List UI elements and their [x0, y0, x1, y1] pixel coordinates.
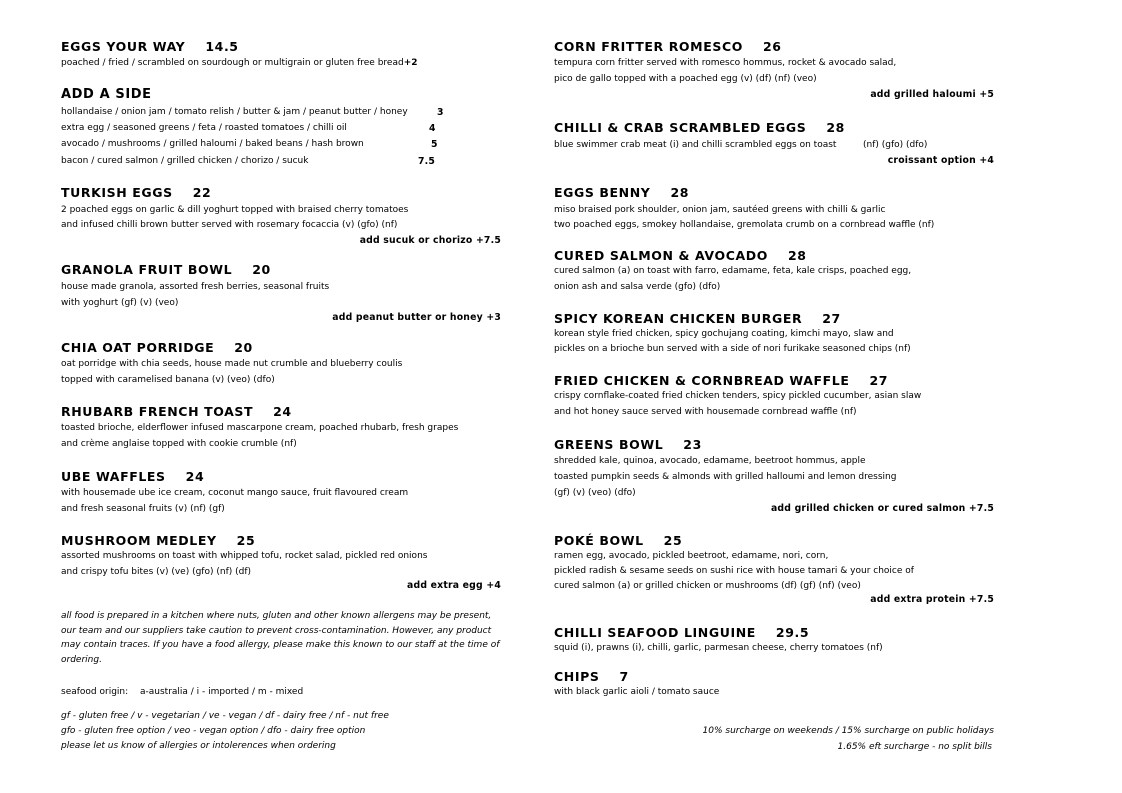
item-desc-line: tempura corn fritter served with romesco hommus, rocket & avocado salad,	[554, 58, 897, 68]
item-desc-line: 2 poached eggs on garlic & dill yoghurt topped with braised cherry tomatoes	[61, 205, 409, 215]
allergen-note-line: our team and our suppliers take caution to prevent cross-contamination. However, any product	[61, 626, 492, 636]
dietary-legend-line: gf - gluten free / v - vegetarian / ve - vegan / df - dairy free / nf - nut free	[61, 711, 389, 721]
item-desc: poached / fried / scrambled on sourdough or multigrain or gluten free bread+2	[61, 58, 418, 68]
item-desc-line: miso braised pork shoulder, onion jam, sautéed greens with chilli & garlic	[554, 205, 886, 215]
item-desc-line: squid (i), prawns (i), chilli, garlic, parmesan cheese, cherry tomatoes (nf)	[554, 643, 883, 653]
item-desc-line: two poached eggs, smokey hollandaise, gremolata crumb on a cornbread waffle (nf)	[554, 220, 935, 230]
item-desc-line: korean style fried chicken, spicy gochujang coating, kimchi mayo, slaw and	[554, 329, 894, 339]
item-desc-line: shredded kale, quinoa, avocado, edamame, beetroot hommus, apple	[554, 456, 866, 466]
item-title-rhubarb: RHUBARB FRENCH TOAST 24	[61, 404, 292, 419]
item-desc-line: assorted mushrooms on toast with whipped tofu, rocket salad, pickled red onions	[61, 551, 428, 561]
side-row-text: extra egg / seasoned greens / feta / roasted tomatoes / chilli oil	[61, 123, 347, 133]
surcharge-note: 1.65% eft surcharge - no split bills	[837, 742, 992, 752]
item-title-chilli-crab: CHILLI & CRAB SCRAMBLED EGGS 28	[554, 120, 845, 135]
item-title-ube: UBE WAFFLES 24	[61, 469, 205, 484]
item-desc-line: with housemade ube ice cream, coconut mango sauce, fruit flavoured cream	[61, 488, 409, 498]
allergen-note-line: ordering.	[61, 655, 102, 665]
item-desc-line: and hot honey sauce served with housemade cornbread waffle (nf)	[554, 407, 857, 417]
item-title-cured-salmon: CURED SALMON & AVOCADO 28	[554, 248, 807, 263]
item-title-greens-bowl: GREENS BOWL 23	[554, 437, 702, 452]
item-desc-line: cured salmon (a) or grilled chicken or mushrooms (df) (gf) (nf) (veo)	[554, 581, 861, 591]
item-addon: add grilled haloumi +5	[870, 89, 994, 100]
item-tags: (nf) (gfo) (dfo)	[863, 140, 928, 150]
item-desc-line: (gf) (v) (veo) (dfo)	[554, 488, 636, 498]
item-title-linguine: CHILLI SEAFOOD LINGUINE 29.5	[554, 625, 810, 640]
side-row-text: bacon / cured salmon / grilled chicken / chorizo / sucuk	[61, 156, 309, 166]
item-title-turkish-eggs: TURKISH EGGS 22	[61, 185, 212, 200]
dietary-legend-line: please let us know of allergies or intolerences when ordering	[61, 741, 336, 751]
item-desc-line: toasted pumpkin seeds & almonds with grilled halloumi and lemon dressing	[554, 472, 897, 482]
item-addon: croissant option +4	[887, 155, 994, 166]
allergen-note-line: all food is prepared in a kitchen where nuts, gluten and other known allergens may be present,	[61, 611, 492, 621]
item-desc-line: ramen egg, avocado, pickled beetroot, edamame, nori, corn,	[554, 551, 829, 561]
item-title-korean-burger: SPICY KOREAN CHICKEN BURGER 27	[554, 311, 841, 326]
item-desc-line: with yoghurt (gf) (v) (veo)	[61, 298, 179, 308]
item-desc-line: with black garlic aioli / tomato sauce	[554, 687, 720, 697]
item-addon: add extra egg +4	[407, 580, 501, 591]
item-desc-line: and crème anglaise topped with cookie crumble (nf)	[61, 439, 297, 449]
allergen-note-line: may contain traces. If you have a food allergy, please make this known to our staff at the time of	[61, 640, 500, 650]
dietary-legend-line: gfo - gluten free option / veo - vegan option / dfo - dairy free option	[61, 726, 366, 736]
item-title-poke-bowl: POKÉ BOWL 25	[554, 533, 683, 548]
item-title-granola: GRANOLA FRUIT BOWL 20	[61, 262, 271, 277]
item-desc-line: pickled radish & sesame seeds on sushi rice with house tamari & your choice of	[554, 566, 914, 576]
section-title-add-a-side: ADD A SIDE	[61, 87, 152, 102]
item-desc-line: onion ash and salsa verde (gfo) (dfo)	[554, 282, 721, 292]
item-title-corn-fritter: CORN FRITTER ROMESCO 26	[554, 39, 782, 54]
side-row-text: avocado / mushrooms / grilled haloumi / baked beans / hash brown	[61, 139, 364, 149]
item-desc-line: and fresh seasonal fruits (v) (nf) (gf)	[61, 504, 225, 514]
item-title-eggs-benny: EGGS BENNY 28	[554, 185, 690, 200]
item-addon: add grilled chicken or cured salmon +7.5	[770, 503, 994, 514]
item-desc-line: house made granola, assorted fresh berries, seasonal fruits	[61, 282, 330, 292]
item-addon: add sucuk or chorizo +7.5	[359, 235, 501, 246]
item-desc-line: toasted brioche, elderflower infused mascarpone cream, poached rhubarb, fresh grapes	[61, 423, 459, 433]
item-title-chicken-waffle: FRIED CHICKEN & CORNBREAD WAFFLE 27	[554, 373, 889, 388]
seafood-origin-value: a-australia / i - imported / m - mixed	[140, 687, 304, 697]
item-title-chia: CHIA OAT PORRIDGE 20	[61, 340, 253, 355]
item-title-mushroom: MUSHROOM MEDLEY 25	[61, 533, 256, 548]
side-row-price: 3	[437, 107, 444, 118]
item-desc-line: blue swimmer crab meat (i) and chilli scrambled eggs on toast	[554, 140, 837, 150]
side-row-price: 5	[431, 139, 438, 150]
item-title-eggs-your-way: EGGS YOUR WAY 14.5	[61, 39, 239, 54]
side-row-price: 7.5	[418, 156, 436, 167]
item-addon: add peanut butter or honey +3	[332, 312, 501, 323]
seafood-origin-label: seafood origin:	[61, 687, 129, 697]
item-desc-line: oat porridge with chia seeds, house made nut crumble and blueberry coulis	[61, 359, 403, 369]
side-row-text: hollandaise / onion jam / tomato relish / butter & jam / peanut butter / honey	[61, 107, 408, 117]
item-addon: add extra protein +7.5	[870, 594, 994, 605]
side-row-price: 4	[429, 123, 436, 134]
item-desc-line: and crispy tofu bites (v) (ve) (gfo) (nf) (df)	[61, 567, 252, 577]
item-desc-line: cured salmon (a) on toast with farro, edamame, feta, kale crisps, poached egg,	[554, 266, 912, 276]
item-desc-line: and infused chilli brown butter served with rosemary focaccia (v) (gfo) (nf)	[61, 220, 398, 230]
item-desc-line: topped with caramelised banana (v) (veo) (dfo)	[61, 375, 275, 385]
item-desc-line: crispy cornflake-coated fried chicken tenders, spicy pickled cucumber, asian slaw	[554, 391, 922, 401]
surcharge-note: 10% surcharge on weekends / 15% surcharge on public holidays	[702, 726, 994, 736]
item-title-chips: CHIPS 7	[554, 669, 629, 684]
item-desc-line: pickles on a brioche bun served with a side of nori furikake seasoned chips (nf)	[554, 344, 911, 354]
item-desc-line: pico de gallo topped with a poached egg (v) (df) (nf) (veo)	[554, 74, 817, 84]
